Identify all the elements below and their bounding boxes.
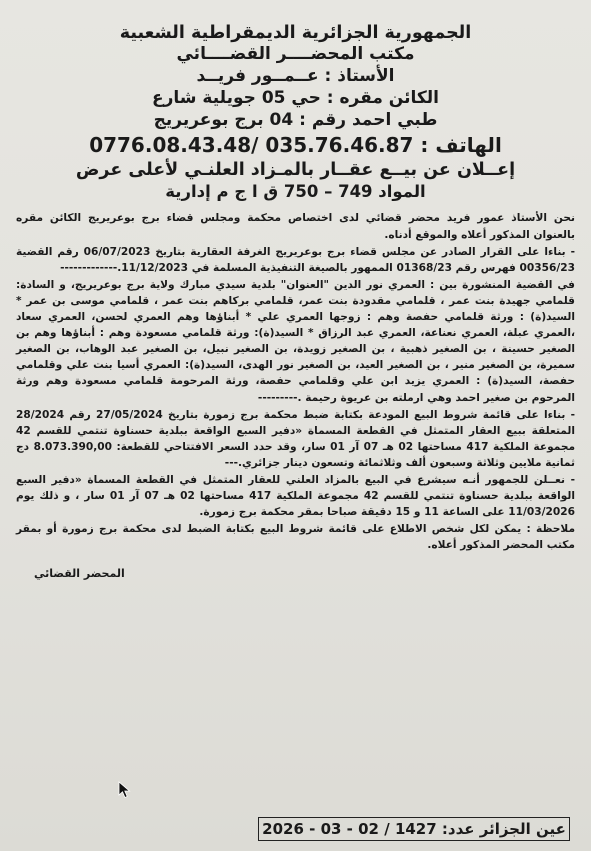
phone-line: الهاتف : 035.76.46.87 /0776.08.43.48	[89, 133, 502, 158]
republic-title: الجمهورية الجزائرية الديمقراطية الشعبية	[119, 23, 472, 43]
decision-paragraph: - بناءا على القرار الصادر عن مجلس قضاء برج بوعريريج الغرفة العقارية بتاريخ 06/07/2023 رقم القضية 00356/23 فهرس رقم 01368/23 الممهور بالصيغة التنفيذية المسلمة في 11/12/2023.-------------	[16, 245, 575, 274]
mouse-pointer-icon	[118, 781, 132, 799]
note-paragraph: ملاحظة : يمكن لكل شخص الاطلاع على قائمة شروط البيع بكتابة الضبط لدى محكمة برج زمورة أو بمقر مكتب المحضر المذكور أعلاه.	[16, 523, 575, 552]
address-line-1: الكائن مقره : حي 05 جويلية شارع	[152, 87, 439, 108]
bailiff-name: الأستاذ : عــمــور فريــد	[196, 66, 395, 87]
issue-footer: عين الجزائر عدد: 1427 / 02 - 03 - 2026	[258, 817, 570, 841]
announcement-body	[16, 210, 575, 553]
parties-paragraph: في القضية المنشورة بين : العمري نور الدين "العنوان" بلدية سيدي مبارك ولاية برج بوعريريج، و السادة: قلمامي جهيدة بنت عمر ، قلمامي مقدودة بنت عمر، قلمامي بركاهم بنت عمر ، قلمامي موسى بن عمر * السيد(ة) : ورثة قلمامي حفصة وهم : زوجها العمري علي * أبناؤها وهم العمري لحسن، العمري سعاد ،العمري عبلة، العمري نعناعة، العمري عبد الرزاق * السيد(ة): ورثة قلمامي مسعودة وهم : أبناؤها وهم بن الصغير حسينة ، بن الصغير ذهبية ، بن الصغير زويدة، بن الصغير نبيل، بن الصغير عبد الوهاب، بن الصغير سميرة، بن الصغير منير ، بن الصغير العيد، بن الصغير نور الهدى، السيد(ة): العمري أسيا بنت علي وقلمامي حفصة، السيد(ة) : العمري يزيد ابن علي وقلمامي حفصة، ورثة المرحومة قلمامي مسعودة وهم ورثة المرحوم بن صغير احمد وهي ارملته بن عريوة رحيمة .---------	[16, 278, 575, 404]
office-title: مكتب المحضــــر القضــــائي	[176, 44, 415, 65]
signature: المحضر القضائي	[34, 567, 125, 581]
intro-paragraph: نحن الأستاذ عمور فريد محضر قضائي لدى اختصاص محكمة ومجلس قضاء برج بوعريريج الكائن مقره بالعنوان المذكور أعلاه والموقع أدناه.	[16, 212, 575, 241]
announcement-title: إعــلان عن بيــع عقــار بالمـزاد العلنـي لأعلى عرض	[75, 159, 516, 180]
legal-articles: المواد 749 – 750 ق ا ج م إدارية	[165, 182, 426, 202]
auction-paragraph: - نعــلن للجمهور أنـه سيشرع في البيع بالمزاد العلني للعقار المتمثل في القطعة المسماة «دفير السبع الواقعة ببلدية حسناوة تنتمي للقسم 42 مجموعة الملكية 417 مساحتها 02 هـ 07 آر 01 سار ، و ذلك يوم 11/03/2026 على الساعة 11 و 15 دقيقة صباحا بمقر محكمة برج زمورة.	[16, 473, 576, 519]
conditions-paragraph: - بناءا على قائمة شروط البيع المودعة بكتابة ضبط محكمة برج زمورة بتاريخ 27/05/2024 رقم 28/2024 المتعلقة ببيع العقار المتمثل في القطعة المسماة «دفير السبع الواقعة ببلدية حسناوة تنتمي للقسم 42 مجموعة الملكية 417 مساحتها 02 هـ 07 آر 01 سار، وقد حدد السعر الافتتاحي للقطعة: 8.073.390,00 دج ثمانية ملايين وثلاثة وسبعون ألف وثلاثمائة وتسعون دينار جزائري.---	[16, 408, 576, 469]
address-line-2: طبي احمد رقم : 04 برج بوعريريج	[153, 109, 438, 130]
